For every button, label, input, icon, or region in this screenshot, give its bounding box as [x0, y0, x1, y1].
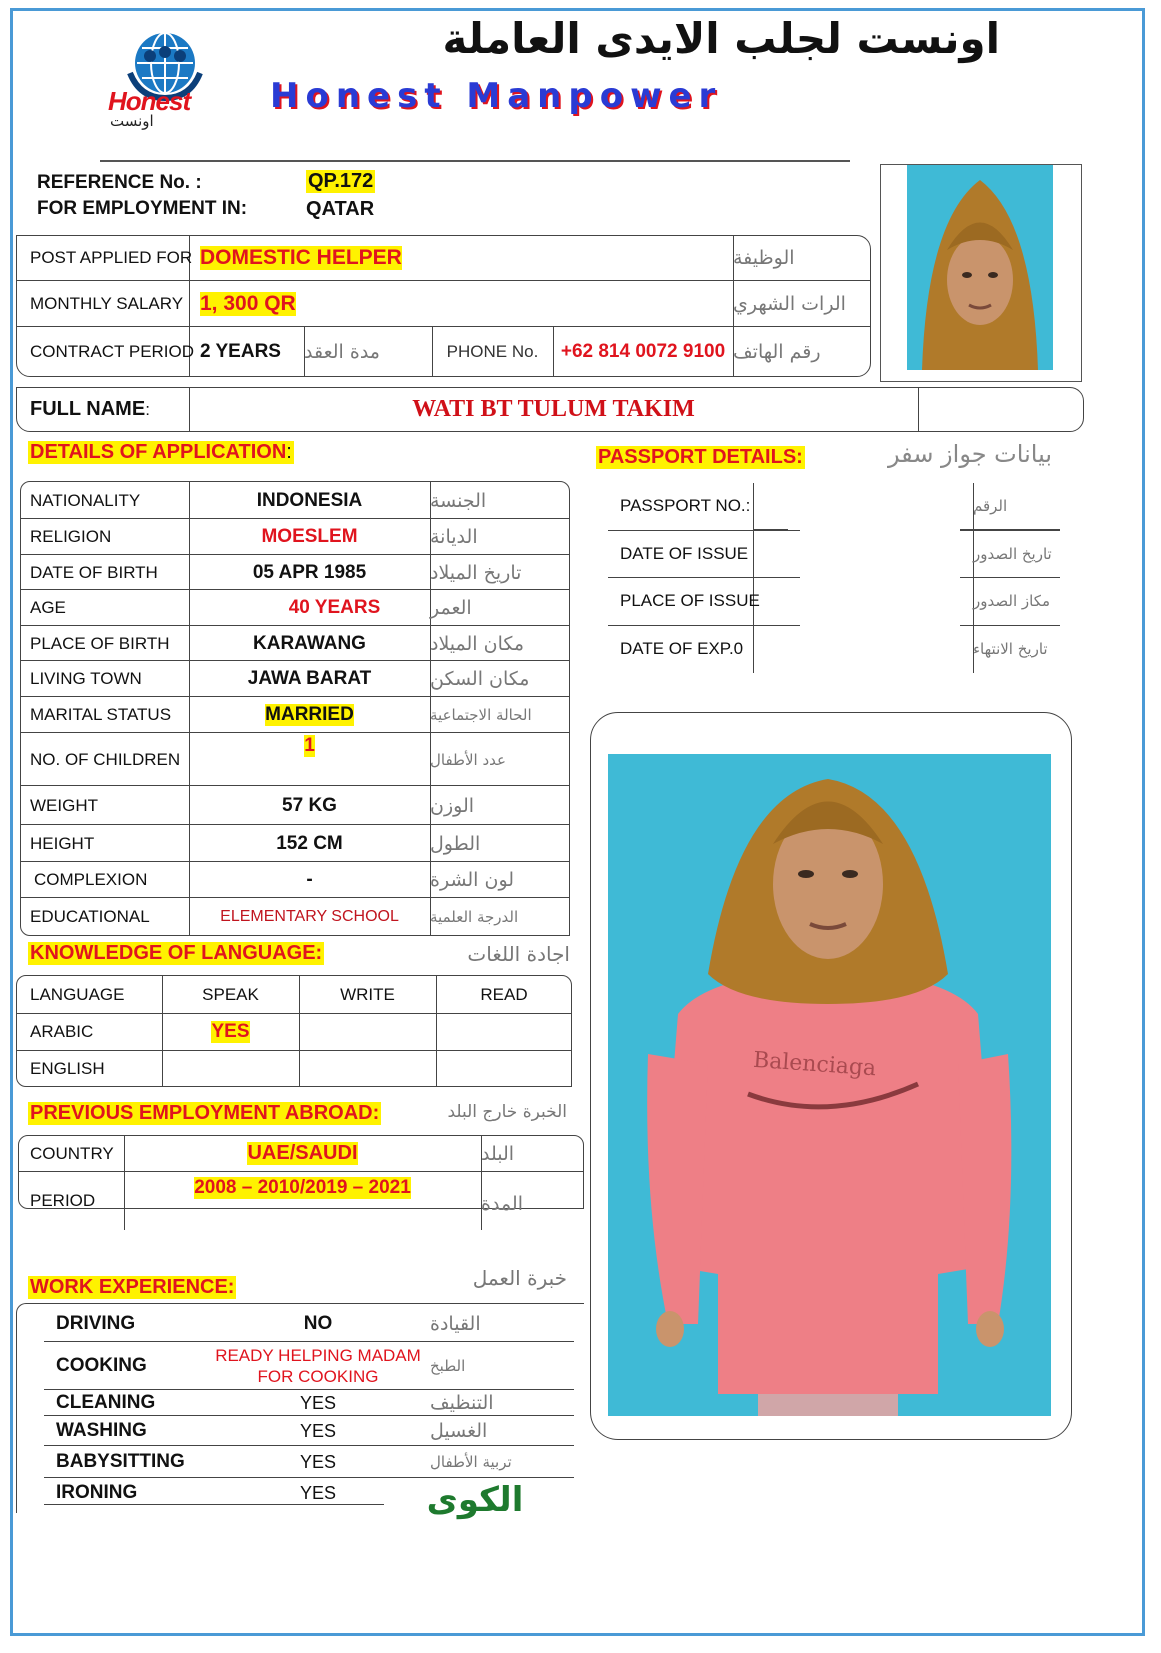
details-row-value: [189, 733, 430, 786]
language-header: READ: [480, 984, 528, 1004]
employment-label: FOR EMPLOYMENT IN:: [37, 198, 248, 219]
company-logo: [100, 18, 245, 133]
logo-arabic: اونست: [110, 112, 154, 130]
language-cell: [30, 1014, 162, 1050]
details-row-arabic: العمر: [430, 597, 472, 619]
details-row-value: [189, 697, 430, 733]
language-cell: [162, 1051, 299, 1087]
full-name-value: WATI BT TULUM TAKIM: [412, 396, 695, 422]
language-cell: [30, 1051, 162, 1087]
details-row-value: [189, 519, 430, 555]
photo-shirt-text: Balenciaga: [752, 1047, 877, 1082]
previous-title: PREVIOUS EMPLOYMENT ABROAD:: [30, 1102, 380, 1124]
work-row-value: NO: [303, 1313, 333, 1334]
logo-text: Honest: [108, 86, 191, 116]
name-col-divider-2: [918, 387, 919, 432]
details-row-arabic: الديانة: [430, 526, 478, 548]
work-title: WORK EXPERIENCE:: [30, 1276, 235, 1298]
language-cell: [162, 1014, 299, 1050]
passport-row-label: DATE OF ISSUE: [620, 544, 749, 563]
period-arabic: المدة: [481, 1192, 523, 1215]
details-row-label: COMPLEXION: [34, 870, 148, 889]
work-row-label: CLEANING: [56, 1392, 156, 1413]
passport-row-arabic: تاريخ الصدور: [973, 545, 1052, 563]
country-value-text: UAE/SAUDI: [247, 1142, 358, 1164]
passport-title: PASSPORT DETAILS:: [598, 446, 803, 468]
details-row-arabic: الجنسة: [430, 489, 487, 512]
salary-value-text: 1, 300 QR: [200, 291, 296, 315]
details-row-value-text: INDONESIA: [256, 489, 363, 511]
passport-row-label: PASSPORT NO.:: [620, 496, 751, 515]
work-row-label: BABYSITTING: [56, 1451, 185, 1472]
passport-row-arabic: تاريخ الانتهاء: [973, 640, 1048, 658]
work-row-value: YES: [299, 1482, 337, 1503]
post-value-text: DOMESTIC HELPER: [200, 246, 402, 269]
details-row-label: RELIGION: [30, 527, 112, 546]
title-english: Honest Manpower: [270, 76, 723, 116]
details-row-label: EDUCATIONAL: [30, 906, 150, 926]
work-row-arabic: التنظيف: [430, 1392, 494, 1414]
details-row-value: [189, 825, 430, 862]
details-row-value-text: ELEMENTARY SCHOOL: [220, 907, 399, 925]
work-row-value-line1: READY HELPING MADAM: [215, 1346, 421, 1365]
salary-value: [200, 281, 296, 326]
contract-value: 2 YEARS: [200, 341, 281, 362]
language-cell-text: ENGLISH: [30, 1059, 105, 1078]
language-cell: [436, 1051, 572, 1087]
phone-label: PHONE No.: [446, 342, 539, 361]
phone-arabic: رقم الهاتف: [733, 341, 821, 363]
details-row-value-text: -: [306, 869, 313, 890]
ref-value: QP.172: [308, 170, 374, 192]
language-cell: [299, 1014, 436, 1050]
work-row-value-line2: FOR COOKING: [257, 1367, 379, 1386]
work-row-label: IRONING: [56, 1482, 138, 1503]
photo-large: [608, 754, 1051, 1416]
work-row-value: [190, 1342, 446, 1390]
salary-label: MONTHLY SALARY: [30, 293, 184, 313]
title-arabic: اونست لجلب الايدى العاملة: [442, 14, 1000, 63]
language-title-arabic: اجادة اللغات: [467, 942, 570, 966]
details-row-arabic: الدرجة العلمية: [430, 907, 519, 926]
work-row-label: DRIVING: [56, 1313, 136, 1334]
photo-small: [907, 165, 1053, 370]
details-row-value-text: 57 KG: [282, 794, 337, 816]
details-row-value: [189, 590, 430, 626]
details-row-label: LIVING TOWN: [30, 669, 142, 688]
details-row-arabic: الحالة الاجتماعية: [430, 706, 532, 724]
details-row-label: NATIONALITY: [30, 490, 141, 510]
country-arabic: البلد: [481, 1142, 515, 1165]
details-row-value-text: 1: [304, 735, 315, 756]
details-row-value: [189, 661, 430, 697]
details-row-value-text: 152 CM: [276, 832, 343, 854]
work-row-arabic: الطبخ: [430, 1357, 466, 1375]
details-row-label: DATE OF BIRTH: [30, 562, 158, 582]
full-name-label: [30, 387, 150, 432]
work-bottom-line: [44, 1504, 384, 1505]
language-cell: [299, 1051, 436, 1087]
period-label: PERIOD: [30, 1190, 96, 1210]
work-row-value: YES: [299, 1392, 337, 1413]
country-label: COUNTRY: [30, 1143, 114, 1163]
work-row-value: YES: [299, 1451, 337, 1472]
work-row-label: WASHING: [56, 1420, 147, 1441]
language-cell-text: YES: [211, 1021, 250, 1042]
previous-title-arabic: الخبرة خارج البلد: [447, 1102, 567, 1122]
details-row-label: WEIGHT: [30, 795, 98, 815]
details-row-value-text: 05 APR 1985: [252, 561, 367, 583]
details-row-value: [189, 482, 430, 519]
period-value: [124, 1172, 481, 1204]
details-row-value-text: KARAWANG: [253, 632, 366, 654]
details-row-label: PLACE OF BIRTH: [30, 633, 170, 653]
work-row-arabic: الكوى: [426, 1480, 524, 1520]
details-row-value-text: MARRIED: [265, 704, 354, 725]
language-header: LANGUAGE: [30, 984, 125, 1004]
language-title: KNOWLEDGE OF LANGUAGE:: [30, 942, 323, 964]
details-row-value-text: JAWA BARAT: [247, 668, 372, 689]
language-header: SPEAK: [202, 984, 259, 1004]
details-row-arabic: الطول: [430, 832, 481, 855]
ref-label: REFERENCE No. :: [37, 172, 202, 193]
language-cell: [436, 1014, 572, 1050]
post-value: [200, 236, 402, 280]
country-value: [124, 1136, 481, 1171]
details-row-label: NO. OF CHILDREN: [30, 749, 181, 769]
details-row-arabic: تاريخ الميلاد: [430, 561, 522, 584]
passport-row-arabic: الرقم: [973, 497, 1008, 515]
passport-title-arabic: بيانات جواز سفر: [887, 440, 1052, 468]
employment-value: QATAR: [306, 198, 375, 220]
work-row-arabic: القيادة: [430, 1313, 481, 1335]
post-label: POST APPLIED FOR: [30, 248, 193, 267]
contract-arabic: مدة العقد: [304, 341, 380, 363]
details-row-label: MARITAL STATUS: [30, 705, 172, 724]
language-header: WRITE: [340, 984, 395, 1004]
post-arabic: الوظيفة: [733, 247, 795, 269]
full-name-label-text: FULL NAME: [30, 398, 146, 420]
period-value-text: 2008 – 2010/2019 – 2021: [194, 1177, 411, 1198]
details-row-value: [189, 898, 430, 935]
details-row-value: [189, 555, 430, 590]
passport-row-label: PLACE OF ISSUE: [620, 591, 760, 610]
work-row-arabic: الغسيل: [430, 1420, 488, 1442]
details-row-value-text: MOESLEM: [261, 526, 358, 547]
details-row-label: HEIGHT: [30, 833, 95, 853]
details-title-text: DETAILS OF APPLICATION: [30, 441, 287, 463]
passport-row-label: DATE OF EXP.0: [620, 639, 744, 658]
details-row-arabic: الوزن: [430, 794, 475, 817]
passport-row-arabic: مكاز الصدور: [973, 592, 1051, 610]
work-title-arabic: خبرة العمل: [472, 1266, 567, 1290]
details-row-arabic: لون الشرة: [430, 869, 515, 891]
details-title: [28, 441, 294, 464]
header-divider: [100, 160, 850, 162]
contract-label: CONTRACT PERIOD: [30, 342, 195, 361]
salary-arabic: الرات الشهري: [733, 292, 846, 315]
details-row-label: AGE: [30, 598, 66, 617]
work-row-label: COOKING: [56, 1355, 147, 1376]
work-row-value: YES: [299, 1420, 337, 1441]
language-cell-text: ARABIC: [30, 1022, 94, 1041]
phone-value: +62 814 0072 9100: [560, 341, 726, 362]
details-row-value: [189, 862, 430, 898]
full-name-colon: :: [145, 399, 150, 419]
details-row-value: [189, 786, 430, 825]
details-row-value-text: 40 YEARS: [288, 597, 381, 618]
details-row-value: [189, 626, 430, 661]
details-row-arabic: مكان السكن: [430, 668, 530, 690]
details-row-arabic: مكان الميلاد: [430, 632, 525, 655]
work-row-arabic: تربية الأطفال: [430, 1453, 512, 1471]
details-row-arabic: عدد الأطفال: [430, 750, 506, 769]
details-title-colon: :: [286, 441, 292, 463]
